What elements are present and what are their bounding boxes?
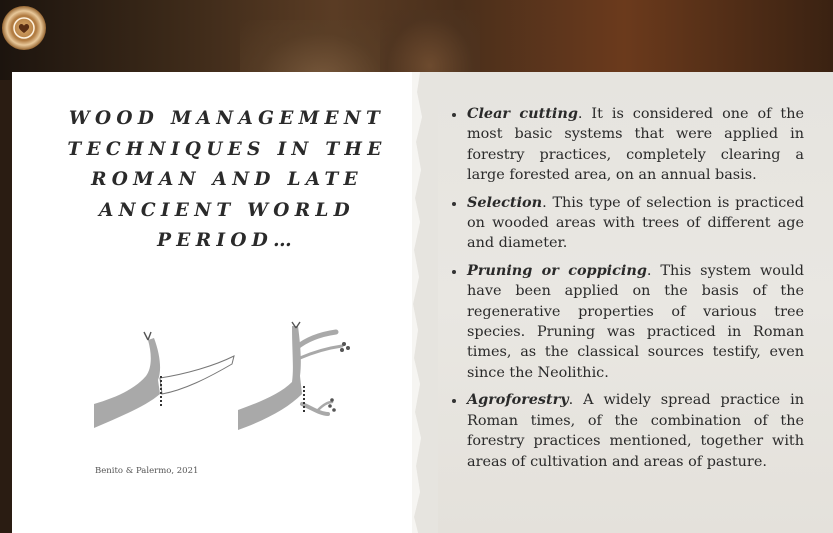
image-credit: Benito & Palermo, 2021 [95,466,199,476]
technique-list [452,104,804,479]
term-label: Selection [467,193,543,211]
term-description: . A widely spread practice in Roman times, of the combination of the forestry practices mentioned, together with areas of cultivation and areas of pasture. [467,392,804,470]
title-line: PERIOD… [157,230,297,251]
list-item [452,104,804,186]
list-item [452,193,804,254]
background-log-highlight [240,20,400,80]
torn-paper-edge [408,72,438,533]
term-description: . This type of selection is practiced on wooded areas with trees of different age and diameter. [467,194,804,252]
title-line: TECHNIQUES IN THE [67,138,387,160]
heart-ring-icon[interactable] [2,6,46,50]
term-description: . It is considered one of the most basic systems that were applied in forestry practices, completely clearing a large forested area, on an annual basis. [467,106,804,184]
cut-branch-illustration [94,332,234,428]
title-line: WOOD MANAGEMENT [68,108,386,129]
slide-title [62,104,392,257]
heart-glyph-icon [13,17,35,39]
term-label: Agroforestry [467,391,569,409]
term-label: Pruning or coppicing [467,261,647,279]
title-line: ANCIENT WORLD [98,199,356,221]
term-label: Clear cutting [467,105,578,122]
background-log-highlight-2 [380,10,480,80]
list-item [452,261,804,383]
pruning-diagram [88,318,368,438]
coppiced-branch-illustration [238,322,350,430]
title-line: ROMAN AND LATE [91,169,363,190]
list-item [452,390,804,472]
term-description: . This system would have been applied on the basis of the regenerative properties of various tree species. Pruning was practiced in Roman times, as the classical sources testify, even since the Neolithic. [467,262,805,381]
